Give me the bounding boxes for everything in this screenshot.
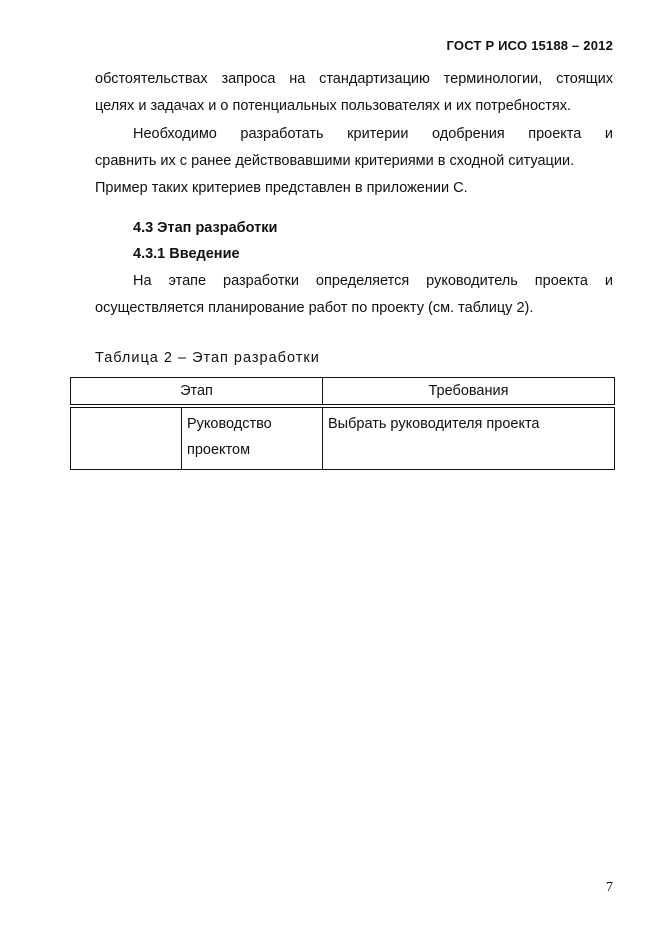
paragraph-line: Пример таких критериев представлен в приложении С.	[95, 180, 468, 196]
table-row	[71, 406, 615, 470]
paragraph-line: осуществляется планирование работ по проекту (см. таблицу 2).	[95, 300, 534, 316]
document-standard-code: ГОСТ Р ИСО 15188 – 2012	[446, 38, 613, 53]
table-caption: Таблица 2 – Этап разработки	[95, 350, 320, 366]
stage-sub-cell: Руководство проектом	[182, 406, 323, 470]
paragraph-line: обстоятельствах запроса на стандартизацию терминологии, стоящих	[95, 71, 613, 87]
stage-main-cell	[71, 406, 182, 470]
header-requirements: Требования	[323, 378, 615, 407]
stage-table	[70, 377, 615, 470]
requirement-cell: Выбрать руководителя проекта	[323, 406, 615, 470]
paragraph-line: На этапе разработки определяется руководитель проекта и	[133, 273, 613, 289]
subsection-heading: 4.3.1 Введение	[133, 246, 240, 262]
paragraph-line: целях и задачах и о потенциальных пользователях и их потребностях.	[95, 98, 572, 114]
table-header-row	[71, 378, 615, 407]
paragraph-line: Необходимо разработать критерии одобрения проекта и	[133, 126, 613, 142]
section-heading: 4.3 Этап разработки	[133, 220, 278, 236]
paragraph-line: сравнить их с ранее действовавшими критериями в сходной ситуации.	[95, 153, 575, 169]
page-number: 7	[606, 880, 613, 895]
header-stage: Этап	[71, 378, 323, 407]
